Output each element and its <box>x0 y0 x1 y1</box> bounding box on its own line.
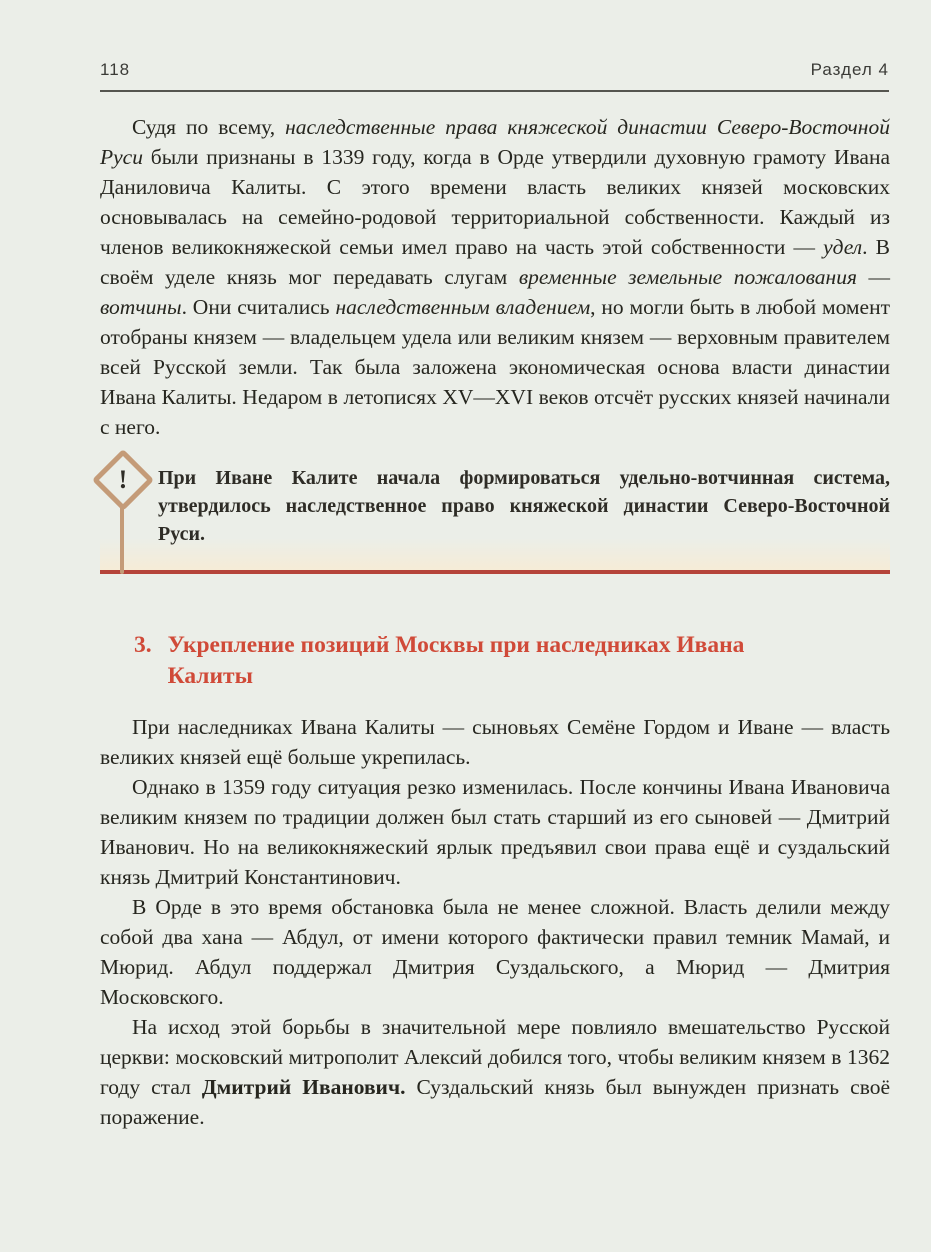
page-content <box>100 112 890 1132</box>
section-number: 3. <box>134 632 152 658</box>
header-rule <box>100 90 889 92</box>
body-paragraph: На исход этой борьбы в значительной мере повлияло вмешательство Русской церкви: московский митрополит Алексий добился того, чтобы великим князем в 1362 году стал Дмитрий Иванович. Суздальский князь был вынужден признать своё поражение. <box>100 1015 890 1129</box>
page-number: 118 <box>100 60 131 79</box>
exclamation-diamond-icon <box>92 449 154 511</box>
body-paragraph: При наследниках Ивана Калиты — сыновьях Семёне Гордом и Иване — власть великих князей ещё больше укрепилась. <box>100 715 890 769</box>
body-paragraph: Однако в 1359 году ситуация резко изменилась. После кончины Ивана Ивановича великим князем по традиции должен был стать старший из его сыновей — Дмитрий Иванович. Но на великокняжеский ярлык предъявил свои права ещё и суздальский князь Дмитрий Константинович. <box>100 775 890 889</box>
section-title: Укрепление позиций Москвы при наследниках Ивана Калиты <box>167 632 745 689</box>
key-point-callout <box>100 456 890 574</box>
section-label: Раздел 4 <box>810 60 889 79</box>
section-body <box>100 712 890 1132</box>
intro-paragraph: Судя по всему, наследственные права княжеской династии Северо-Восточной Руси были признаны в 1339 году, когда в Орде утвердили духовную грамоту Ивана Даниловича Калиты. С этого времени власть великих князей московских основывалась на семейно-родовой территориальной собственности. Каждый из членов великокняжеской семьи имел право на часть этой собственности — удел. В своём уделе князь мог передавать слугам временные земельные пожалования — вотчины. Они считались наследственным владением, но могли быть в любой момент отобраны князем — владельцем удела или великим князем — верховным правителем всей Русской земли. Так была заложена экономическая основа власти династии Ивана Калиты. Недаром в летописях XV—XVI веков отсчёт русских князей начинали с него. <box>100 115 891 439</box>
callout-text: При Иване Калите начала формироваться удельно-вотчинная система, утвердилось наследственное право княжеской династии Северо-Восточной Руси. <box>158 467 890 545</box>
exclamation-glyph: ! <box>118 465 128 494</box>
running-head <box>100 60 889 80</box>
section-heading <box>134 630 890 692</box>
callout-connector-line <box>120 504 124 574</box>
body-paragraph: В Орде в это время обстановка была не менее сложной. Власть делили между собой два хана — Абдул, от имени которого фактически правил темник Мамай, и Мюрид. Абдул поддержал Дмитрия Суздальского, а Мюрид — Дмитрия Московского. <box>100 895 890 1009</box>
